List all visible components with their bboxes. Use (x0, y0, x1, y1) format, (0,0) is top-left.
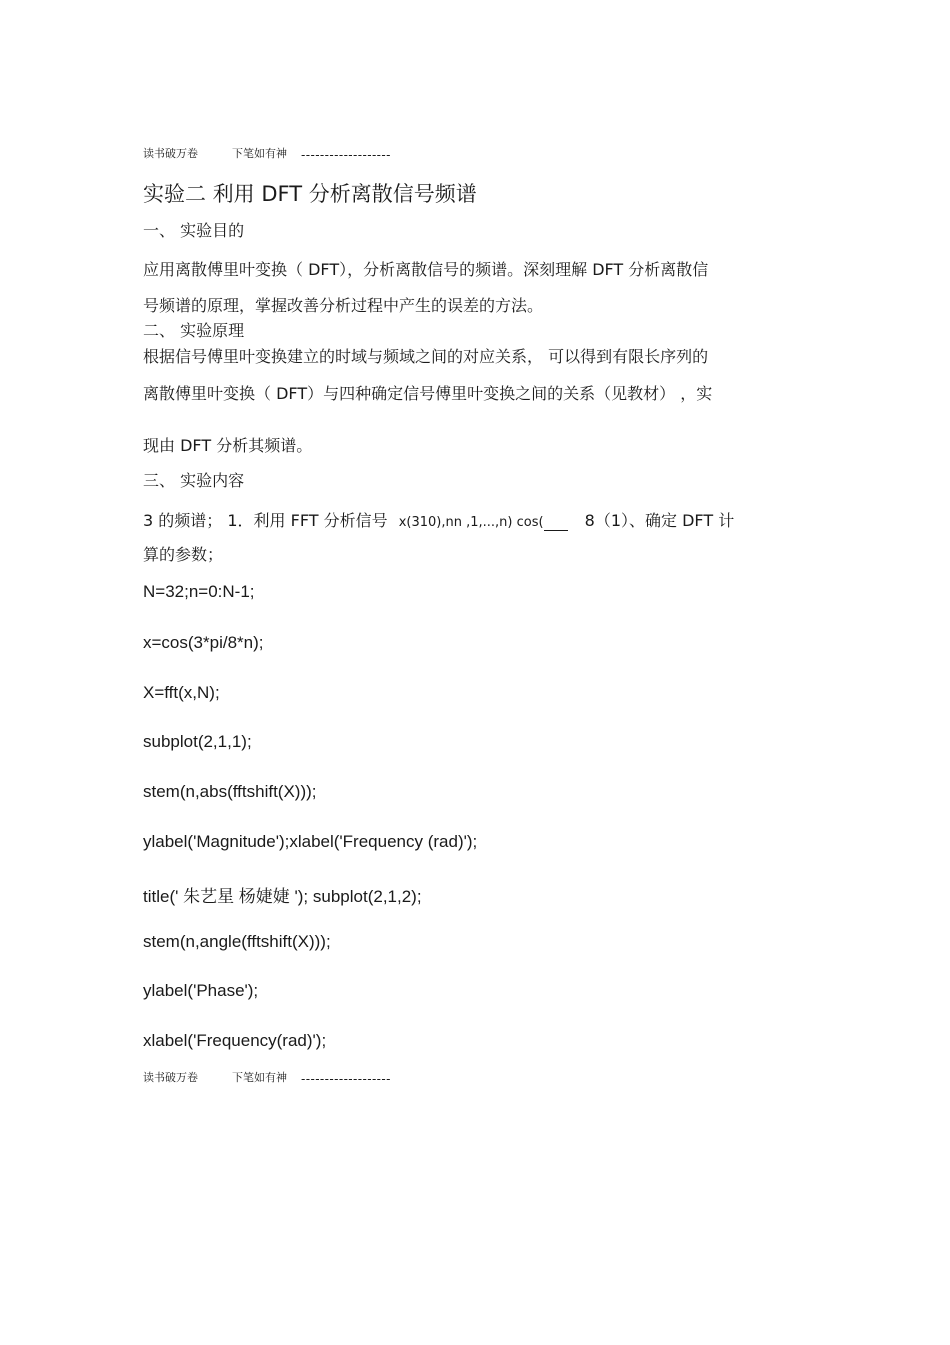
task-line-2: 算的参数； (143, 545, 224, 564)
principle-line-3: 现由 DFT 分析其频谱。 (143, 436, 313, 455)
task-text-part2: 8（1）、确定 DFT 计 (584, 511, 735, 530)
code-line: ylabel('Magnitude');xlabel('Frequency (rad)'); (143, 832, 478, 851)
section-heading-principle: 二、 实验原理 (143, 321, 245, 340)
principle-line-2: 离散傅里叶变换（ DFT）与四种确定信号傅里叶变换之间的关系（见教材） ，实 (143, 384, 713, 403)
purpose-line-2: 号频谱的原理，掌握改善分析过程中产生的误差的方法。 (143, 296, 544, 315)
code-line: x=cos(3*pi/8*n); (143, 633, 264, 652)
task-line-1 (143, 508, 734, 531)
code-line: X=fft(x,N); (143, 683, 220, 702)
principle-line-1: 根据信号傅里叶变换建立的时域与频域之间的对应关系， 可以得到有限长序列的 (143, 347, 709, 366)
code-line: subplot(2,1,1); (143, 732, 252, 751)
code-line: xlabel('Frequency(rad)'); (143, 1031, 327, 1050)
task-formula: x(310),nn ,1,...,n) cos( (398, 515, 544, 530)
header-right-text: 下笔如有神 (232, 147, 287, 160)
code-line: ylabel('Phase'); (143, 981, 259, 1000)
footer-left-text: 读书破万卷 (143, 1071, 198, 1084)
code-line: N=32;n=0:N-1; (143, 582, 255, 601)
footer-right-text: 下笔如有神 (232, 1071, 287, 1084)
page-title: 实验二 利用 DFT 分析离散信号频谱 (143, 182, 477, 206)
code-line: title(' 朱艺星 杨婕婕 '); subplot(2,1,2); (143, 887, 422, 906)
task-formula-blank (544, 511, 568, 531)
header-left-text: 读书破万卷 (143, 147, 198, 160)
header-dash-line: ------------------- (301, 148, 391, 162)
code-line: stem(n,angle(fftshift(X))); (143, 932, 331, 951)
task-text-part1: 3 的频谱； 1．利用 FFT 分析信号 (143, 511, 388, 530)
section-heading-purpose: 一、 实验目的 (143, 221, 245, 240)
purpose-line-1: 应用离散傅里叶变换（ DFT），分析离散信号的频谱。深刻理解 DFT 分析离散信 (143, 260, 709, 279)
footer-dash-line: ------------------- (301, 1072, 391, 1086)
code-line: stem(n,abs(fftshift(X))); (143, 782, 317, 801)
section-heading-content: 三、 实验内容 (143, 471, 245, 490)
